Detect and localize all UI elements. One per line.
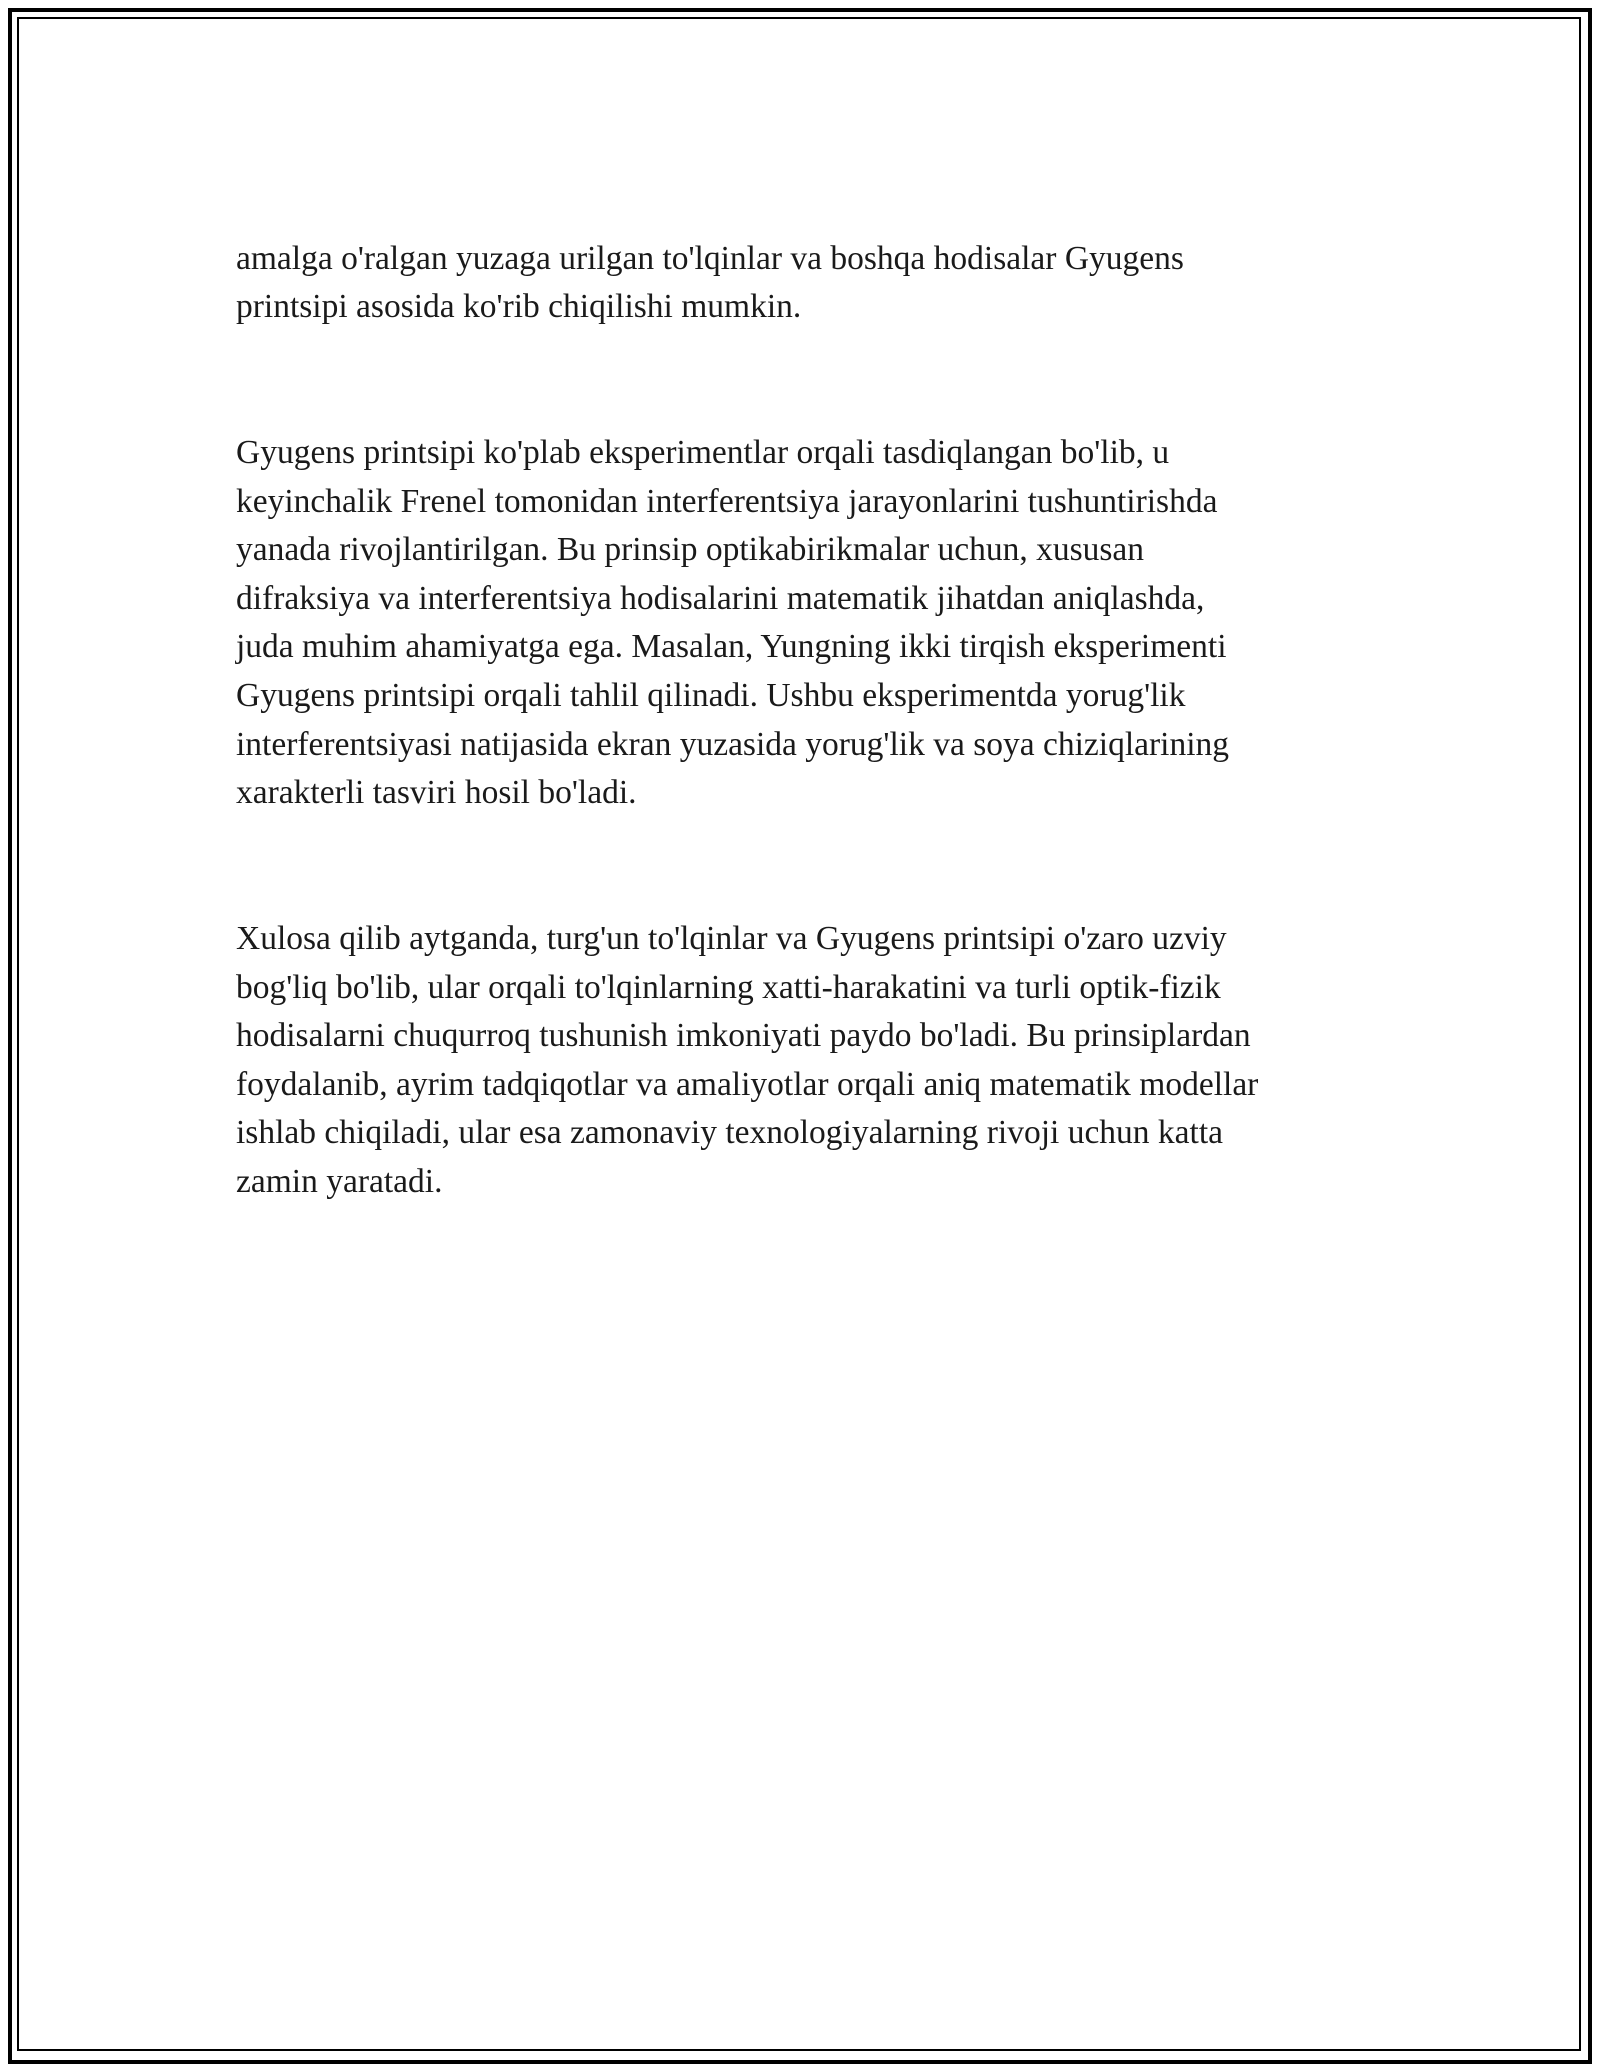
paragraph-huygens-principle: Gyugens printsipi ko'plab eksperimentlar orqali tasdiqlangan bo'lib, u keyinchalik Frenel tomonidan interferentsiya jarayonlarini tushuntirishda yanada rivojlantirilgan. Bu prinsip optikabirikmalar uchun, xususan difraksiya va interferentsiya hodisalarini matematik jihatdan aniqlashda, juda muhim ahamiyatga ega. Masalan, Yungning ikki tirqish eksperimenti Gyugens printsipi orqali tahlil qilinadi. Ushbu eksperimentda yorug'lik interferentsiyasi natijasida ekran yuzasida yorug'lik va soya chiziqlarining xarakterli tasviri hosil bo'ladi. — [236, 433, 1230, 812]
paragraph-conclusion: Xulosa qilib aytganda, turg'un to'lqinlar va Gyugens printsipi o'zaro uzviy bog'liq bo'lib, ular orqali to'lqinlarning xatti-harakatini va turli optik-fizik hodisalarni chuqurroq tushunish imkoniyati paydo bo'ladi. Bu prinsiplardan foydalanib, ayrim tadqiqotlar va amaliyotlar orqali aniq matematik modellar ishlab chiqiladi, ular esa zamonaviy texnologiyalarning rivoji uchun katta zamin yaratadi. — [236, 919, 1259, 1200]
page-body — [236, 186, 1386, 1304]
paragraph-continuation: amalga o'ralgan yuzaga urilgan to'lqinlar va boshqa hodisalar Gyugens printsipi asosida ko'rib chiqilishi mumkin. — [236, 239, 1184, 326]
